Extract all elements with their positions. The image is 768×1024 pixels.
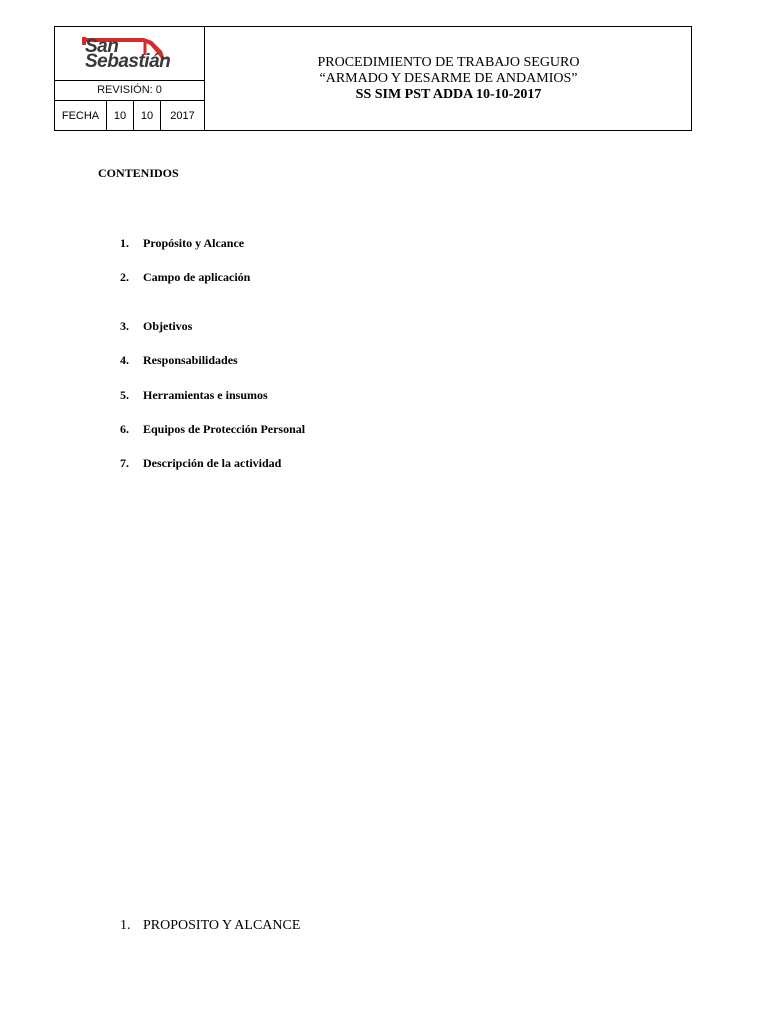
toc-item-number: 4. — [120, 353, 129, 367]
section-title: PROPOSITO Y ALCANCE — [143, 918, 301, 933]
contents-heading: CONTENIDOS — [98, 166, 179, 180]
toc-item-label: Equipos de Protección Personal — [143, 422, 306, 436]
toc-item-number: 3. — [120, 319, 129, 333]
date-month: 10 — [134, 101, 161, 131]
toc-item-number: 2. — [120, 270, 129, 284]
section-number: 1. — [120, 918, 131, 933]
toc-item-label: Campo de aplicación — [143, 270, 251, 284]
toc-item — [120, 236, 244, 251]
toc-item-label: Responsabilidades — [143, 353, 238, 367]
toc-item — [120, 270, 250, 285]
date-day: 10 — [107, 101, 134, 131]
date-row — [55, 100, 205, 131]
toc-item-number: 1. — [120, 236, 129, 250]
document-title-block — [205, 27, 692, 131]
toc-item — [120, 319, 192, 334]
toc-item-label: Descripción de la actividad — [143, 456, 282, 470]
document-header — [54, 26, 692, 131]
toc-item — [120, 456, 281, 471]
document-subtitle: “ARMADO Y DESARME DE ANDAMIOS” — [319, 71, 578, 86]
toc-item-number: 7. — [120, 456, 129, 470]
toc-item-number: 6. — [120, 422, 129, 436]
logo-text-line1: San — [85, 36, 119, 57]
document-title: PROCEDIMIENTO DE TRABAJO SEGURO — [317, 55, 580, 70]
logo-cell — [55, 27, 205, 80]
toc-item — [120, 353, 238, 368]
toc-item-label: Objetivos — [143, 319, 193, 333]
company-logo — [82, 33, 174, 73]
date-label: FECHA — [55, 101, 107, 131]
toc-item-label: Propósito y Alcance — [143, 236, 245, 250]
toc-item-label: Herramientas e insumos — [143, 388, 268, 402]
section-heading — [120, 918, 300, 934]
revision-cell: REVISIÓN: 0 — [55, 80, 205, 100]
logo-text-line2: Sebastián — [85, 51, 171, 72]
date-year: 2017 — [170, 110, 195, 122]
toc-item — [120, 422, 305, 437]
toc-item-number: 5. — [120, 388, 129, 402]
document-code: SS SIM PST ADDA 10-10-2017 — [355, 87, 542, 102]
toc-item — [120, 388, 268, 403]
